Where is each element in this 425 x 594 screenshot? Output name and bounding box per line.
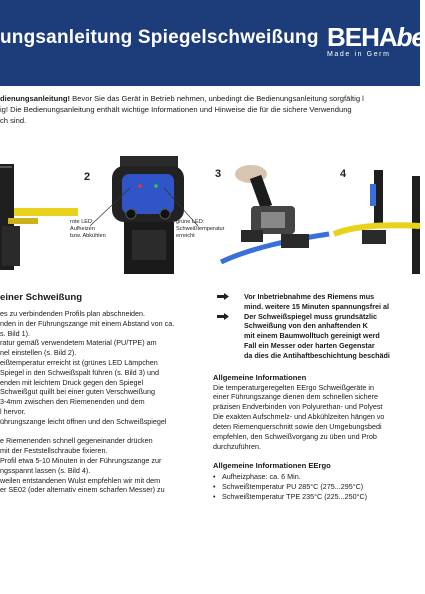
warning-line: mit einem Baumwolltuch gereinigt werd xyxy=(244,331,380,341)
procedure-line: nel einstellen (s. Bild 2). xyxy=(0,348,77,358)
intro-bold: dienungsanleitung! xyxy=(0,94,71,103)
intro-paragraph xyxy=(0,93,416,127)
warning-line: Fall ein Messer oder harten Gegenstar xyxy=(244,340,375,350)
photo-1 xyxy=(0,156,78,274)
beha-logo xyxy=(327,22,425,62)
procedure-line: ratur gemäß verwendetem Material (PU/TPE) am xyxy=(0,338,157,348)
photo-2 xyxy=(70,156,225,274)
procedure-line: Profil etwa 5-10 Minuten in der Führungszange zur xyxy=(0,455,162,465)
procedure-line xyxy=(0,427,206,437)
procedure-line: e Riemenenden schnell gegeneinander drücken xyxy=(0,436,153,446)
procedure-line: nden in der Führungszange mit einem Abstand von ca. xyxy=(0,318,175,328)
pointing-hand-icon xyxy=(217,313,229,320)
procedure-line: weilen entstandenen Wulst empfehlen wir mit dem xyxy=(0,475,161,485)
belt-in-clamp-image xyxy=(0,156,78,274)
green-led-caption: grüne LED: Schweißtemperatur erreicht xyxy=(176,219,225,240)
procedure-line: s. Bild 1). xyxy=(0,328,30,338)
eergo-info-heading: Allgemeine Informationen EErgo xyxy=(213,460,331,470)
warning-line: Vor Inbetriebnahme des Riemens mus xyxy=(244,292,375,301)
spec-item: • Schweißtemperatur PU 285°C (275...295°C) xyxy=(213,482,420,492)
logo-text-italic: be xyxy=(396,22,425,52)
spec-item: • Schweißtemperatur TPE 235°C (225...250°C) xyxy=(213,492,420,502)
document-title: ungsanleitung Spiegelschweißung xyxy=(0,27,319,48)
step-number-4: 4 xyxy=(340,168,347,180)
pointing-hand-icon xyxy=(217,293,229,300)
belt-cooling-image xyxy=(334,156,420,274)
heating-mirror-image xyxy=(211,156,334,274)
warning-block xyxy=(213,292,420,361)
intro-line-2: ig! Die Bedienungsanleitung enthält wichtige Informationen und Hinweise die für die sichere Verwendung xyxy=(0,105,352,115)
procedure-line: enden mit leichtem Druck gegen den Spiegel xyxy=(0,377,144,387)
procedure-line: 3-4mm zwischen den Riemenenden und dem xyxy=(0,397,145,407)
procedure-line: Schweißgut quillt bei einer guten Verschweißung xyxy=(0,387,156,397)
procedure-line: eißtemperatur erreicht ist (grünes LED Lämpchen xyxy=(0,357,158,367)
warning-line: Der Schweißspiegel muss grundsätzlic xyxy=(244,311,378,321)
procedure-line: ngsspannt lassen (s. Bild 4). xyxy=(0,465,91,475)
warning-line: Schweißung von den anhaftenden K xyxy=(244,321,368,331)
photo-3 xyxy=(211,156,334,274)
procedure-section xyxy=(0,292,206,495)
spec-item: • Aufheizphase: ca. 6 Min. xyxy=(213,472,420,482)
intro-line-1: Bevor Sie das Gerät in Betrieb nehmen, unbedingt die Bedienungsanleitung sorgfältig l xyxy=(70,94,364,103)
welding-device-image xyxy=(78,156,211,274)
procedure-line: l hervor. xyxy=(0,406,26,416)
procedure-line: ührungszange leicht öffnen und den Schweißspiegel xyxy=(0,416,167,426)
intro-line-3: ch sind. xyxy=(0,116,27,126)
step-number-2: 2 xyxy=(84,171,91,183)
logo-text: BEHA xyxy=(327,22,397,52)
eergo-spec-list xyxy=(213,472,420,503)
warning-line: da dies die Antihaftbeschichtung beschädi xyxy=(244,350,390,360)
procedure-line: mit der Feststellschraube fixieren. xyxy=(0,446,108,456)
procedure-heading: einer Schweißung xyxy=(0,292,83,303)
procedure-line: es zu verbindenden Profils plan abschneiden. xyxy=(0,309,146,318)
general-info-text: Die temperaturgeregelten EErgo Schweißgeräte in einer Führungszange dienen dem schnellen sichere präzisen Endverbinden von Polyurethan- und Polyest Die exakten Aufschmelz- und Abkühlzeiten hängen vo deten Riemenquerschnitt sowie den Umgebungsbedi empfehlen, den Schweißvorgang zu üben und Prob durchzuführen. xyxy=(213,382,385,452)
procedure-steps xyxy=(0,309,206,495)
procedure-line: er SE02 (oder alternativ einem scharfen Messer) zu xyxy=(0,485,165,495)
photo-strip xyxy=(0,156,420,274)
title-banner xyxy=(0,0,425,86)
photo-4 xyxy=(334,156,420,274)
logo-tagline: Made in Germ xyxy=(327,51,391,58)
step-number-3: 3 xyxy=(215,168,222,180)
procedure-line: Spiegel in den Schweißspalt führen (s. Bild 3) und xyxy=(0,367,160,377)
warning-line: mind. weitere 15 Minuten spannungsfrei al xyxy=(244,301,389,311)
info-section xyxy=(213,292,420,503)
red-led-caption: rote LED: Aufheizen bzw. Abkühlen xyxy=(70,219,106,240)
general-info-heading: Allgemeine Informationen xyxy=(213,372,307,382)
